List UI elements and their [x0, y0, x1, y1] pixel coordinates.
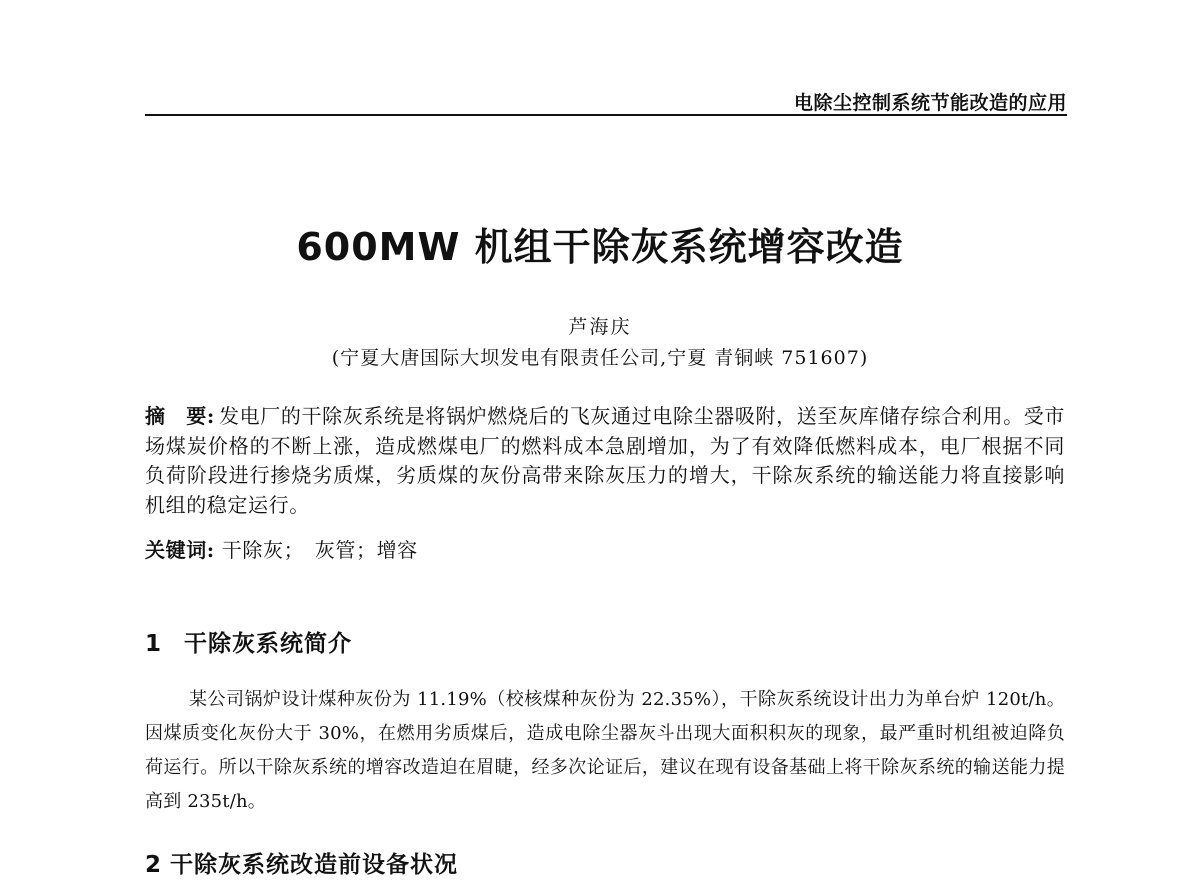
section-2-number: 2 — [145, 852, 163, 878]
keywords — [145, 534, 418, 563]
section-1-number: 1 — [145, 631, 163, 657]
abstract-label: 摘 要: — [145, 404, 215, 428]
author-name: 芦海庆 — [568, 316, 632, 338]
section-1-paragraph: 某公司锅炉设计煤种灰份为 11.19%（校核煤种灰份为 22.35%），干除灰系统设计出力为单台炉 120t/h。因煤质变化灰份大于 30%，在燃用劣质煤后，造成电除尘器灰斗出现大面积积灰的现象，最严重时机组被迫降负荷运行。所以干除灰系统的增容改造迫在眉睫，经多次论证后，建议在现有设备基础上将干除灰系统的输送能力提高到 235t/h。 — [145, 689, 1065, 812]
keywords-text: 干除灰； 灰管；增容 — [221, 538, 418, 562]
keywords-label: 关键词: — [145, 538, 215, 562]
header-rule — [145, 114, 1067, 116]
abstract-text: 发电厂的干除灰系统是将锅炉燃烧后的飞灰通过电除尘器吸附，送至灰库储存综合利用。受市场煤炭价格的不断上涨，造成燃煤电厂的燃料成本急剧增加，为了有效降低燃料成本，电厂根据不同负荷阶段进行掺烧劣质煤，劣质煤的灰份高带来除灰压力的增大，干除灰系统的输送能力将直接影响机组的稳定运行。 — [145, 404, 1065, 517]
section-1-heading — [145, 625, 352, 658]
section-2-heading — [145, 846, 458, 879]
section-1-title: 干除灰系统简介 — [184, 631, 353, 657]
author-affiliation: (宁夏大唐国际大坝发电有限责任公司,宁夏 青铜峡 751607) — [331, 347, 869, 369]
running-head: 电除尘控制系统节能改造的应用 — [793, 92, 1067, 114]
section-2-title: 干除灰系统改造前设备状况 — [170, 852, 459, 878]
abstract — [145, 402, 1065, 520]
paper-title: 600MW 机组干除灰系统增容改造 — [296, 225, 904, 269]
